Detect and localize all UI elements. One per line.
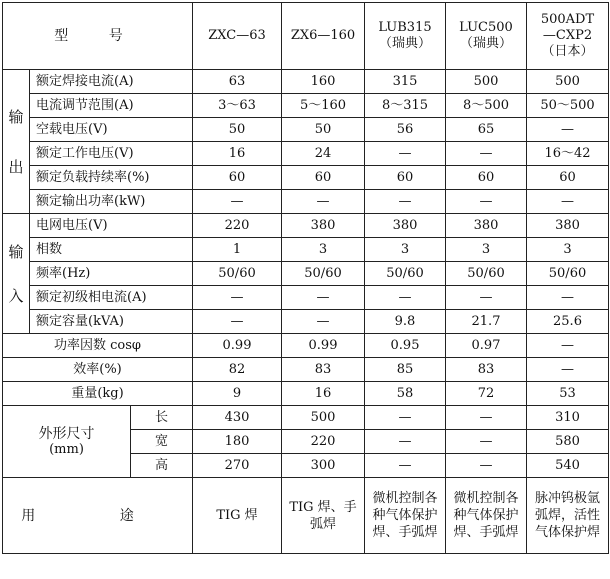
cell: 16～42 — [527, 142, 609, 166]
table-row — [3, 334, 609, 358]
cell: 63 — [193, 70, 282, 94]
cell: 25.6 — [527, 310, 609, 334]
cell: 60 — [365, 166, 446, 190]
cell: 540 — [527, 454, 609, 478]
table-row — [3, 286, 609, 310]
cell: 3 — [446, 238, 527, 262]
row-label: 额定输出功率(kW) — [30, 190, 193, 214]
output-group-label: 输 出 — [3, 70, 30, 214]
cell: 24 — [282, 142, 365, 166]
row-label: 高 — [131, 454, 193, 478]
cell: 380 — [527, 214, 609, 238]
usage-cell: TIG 焊、手弧焊 — [282, 478, 365, 554]
cell: 60 — [446, 166, 527, 190]
cell: 65 — [446, 118, 527, 142]
cell: 0.95 — [365, 334, 446, 358]
cell: 160 — [282, 70, 365, 94]
model-header: ZX6—160 — [282, 3, 365, 70]
header-row — [3, 3, 609, 70]
cell: 3 — [365, 238, 446, 262]
cell: 58 — [365, 382, 446, 406]
row-label: 频率(Hz) — [30, 262, 193, 286]
cell: 180 — [193, 430, 282, 454]
cell: 0.99 — [282, 334, 365, 358]
cell: — — [193, 286, 282, 310]
cell: 380 — [446, 214, 527, 238]
cell: — — [282, 310, 365, 334]
row-label: 重量(kg) — [3, 382, 193, 406]
cell: — — [527, 358, 609, 382]
cell: 50 — [193, 118, 282, 142]
cell: — — [446, 142, 527, 166]
cell: 85 — [365, 358, 446, 382]
cell: 83 — [282, 358, 365, 382]
table-row — [3, 70, 609, 94]
model-header-label: 型 号 — [3, 3, 193, 70]
cell: — — [446, 430, 527, 454]
table-row — [3, 262, 609, 286]
cell: 50 — [282, 118, 365, 142]
cell: 16 — [282, 382, 365, 406]
cell: — — [282, 190, 365, 214]
usage-label: 用 途 — [3, 478, 193, 554]
cell: 580 — [527, 430, 609, 454]
table-row — [3, 214, 609, 238]
model-header: ZXC—63 — [193, 3, 282, 70]
input-group-label: 输 入 — [3, 214, 30, 334]
cell: 9.8 — [365, 310, 446, 334]
cell: 500 — [527, 70, 609, 94]
row-label: 空载电压(V) — [30, 118, 193, 142]
row-label: 额定容量(kVA) — [30, 310, 193, 334]
table-row — [3, 190, 609, 214]
cell: 53 — [527, 382, 609, 406]
table-row — [3, 118, 609, 142]
table-row — [3, 166, 609, 190]
cell: — — [365, 454, 446, 478]
cell: — — [365, 286, 446, 310]
cell: — — [446, 190, 527, 214]
row-label: 效率(%) — [3, 358, 193, 382]
model-header: LUB315 （瑞典） — [365, 3, 446, 70]
cell: 5～160 — [282, 94, 365, 118]
cell: — — [193, 310, 282, 334]
cell: — — [365, 406, 446, 430]
table-row — [3, 358, 609, 382]
cell: 82 — [193, 358, 282, 382]
row-label: 额定负载持续率(%) — [30, 166, 193, 190]
row-label: 额定初级相电流(A) — [30, 286, 193, 310]
row-label: 相数 — [30, 238, 193, 262]
cell: 220 — [193, 214, 282, 238]
cell: 270 — [193, 454, 282, 478]
cell: 50/60 — [282, 262, 365, 286]
cell: 300 — [282, 454, 365, 478]
usage-row — [3, 478, 609, 554]
cell: 500 — [446, 70, 527, 94]
model-header: LUC500 （瑞典） — [446, 3, 527, 70]
cell: — — [446, 454, 527, 478]
cell: — — [527, 190, 609, 214]
table-row — [3, 94, 609, 118]
table-row — [3, 406, 609, 430]
table-row — [3, 310, 609, 334]
cell: — — [446, 286, 527, 310]
cell: — — [365, 190, 446, 214]
cell: 8～315 — [365, 94, 446, 118]
cell: 500 — [282, 406, 365, 430]
cell: 21.7 — [446, 310, 527, 334]
usage-cell: 脉冲钨极氩弧焊，活性气体保护焊 — [527, 478, 609, 554]
table-row — [3, 382, 609, 406]
table-row — [3, 238, 609, 262]
cell: 9 — [193, 382, 282, 406]
cell: — — [365, 430, 446, 454]
row-label: 电网电压(V) — [30, 214, 193, 238]
row-label: 长 — [131, 406, 193, 430]
cell: 220 — [282, 430, 365, 454]
cell: 430 — [193, 406, 282, 430]
cell: 50/60 — [527, 262, 609, 286]
cell: 16 — [193, 142, 282, 166]
cell: 50/60 — [446, 262, 527, 286]
cell: 60 — [282, 166, 365, 190]
cell: — — [282, 286, 365, 310]
usage-cell: TIG 焊 — [193, 478, 282, 554]
cell: 3 — [527, 238, 609, 262]
row-label: 宽 — [131, 430, 193, 454]
cell: 1 — [193, 238, 282, 262]
cell: 56 — [365, 118, 446, 142]
dimensions-label: 外形尺寸 (mm) — [3, 406, 131, 478]
cell: — — [365, 142, 446, 166]
welder-spec-table — [2, 2, 609, 554]
row-label: 额定工作电压(V) — [30, 142, 193, 166]
cell: 60 — [193, 166, 282, 190]
cell: 380 — [282, 214, 365, 238]
cell: 310 — [527, 406, 609, 430]
cell: — — [193, 190, 282, 214]
cell: 72 — [446, 382, 527, 406]
cell: 60 — [527, 166, 609, 190]
row-label: 功率因数 cosφ — [3, 334, 193, 358]
row-label: 电流调节范围(A) — [30, 94, 193, 118]
cell: 8～500 — [446, 94, 527, 118]
cell: 50～500 — [527, 94, 609, 118]
cell: 0.99 — [193, 334, 282, 358]
usage-cell: 微机控制各种气体保护焊、手弧焊 — [365, 478, 446, 554]
usage-cell: 微机控制各种气体保护焊、手弧焊 — [446, 478, 527, 554]
cell: 3～63 — [193, 94, 282, 118]
cell: — — [446, 406, 527, 430]
row-label: 额定焊接电流(A) — [30, 70, 193, 94]
cell: 50/60 — [193, 262, 282, 286]
cell: 50/60 — [365, 262, 446, 286]
table-row — [3, 142, 609, 166]
cell: 83 — [446, 358, 527, 382]
cell: — — [527, 286, 609, 310]
model-header: 500ADT —CXP2 （日本） — [527, 3, 609, 70]
cell: 380 — [365, 214, 446, 238]
cell: — — [527, 118, 609, 142]
cell: 0.97 — [446, 334, 527, 358]
cell: — — [527, 334, 609, 358]
cell: 315 — [365, 70, 446, 94]
cell: 3 — [282, 238, 365, 262]
